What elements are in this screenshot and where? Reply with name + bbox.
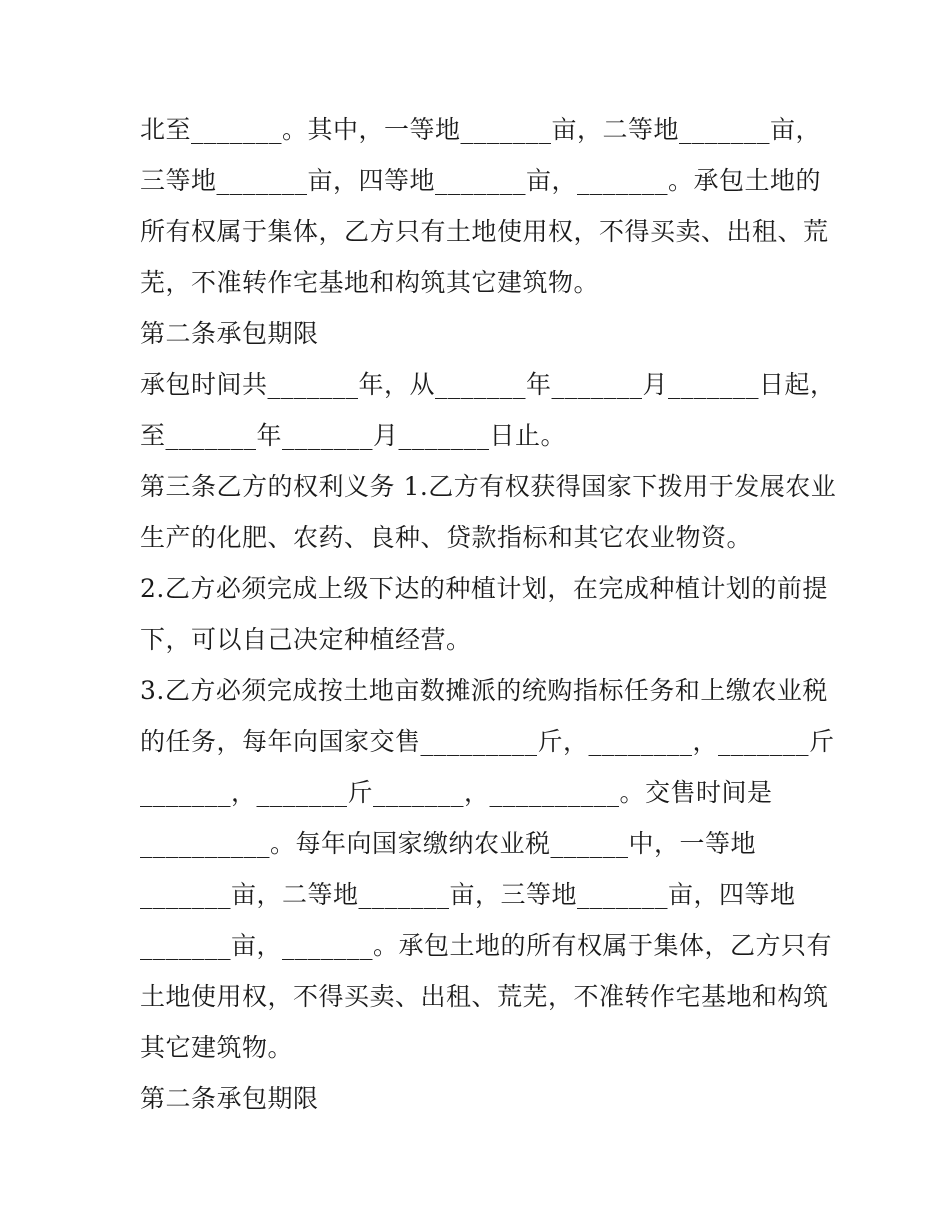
text-line-item-2-cont: 下，可以自己决定种植经营。 <box>140 625 472 654</box>
text-line-item-3-sale: 的任务，每年向国家交售_________斤，________，_______斤 <box>140 727 835 756</box>
text-line-boundaries: 北至_______。其中，一等地_______亩，二等地_______亩， <box>140 115 822 144</box>
text-line-item-3-ownership-cont: 土地使用权，不得买卖、出租、荒芜，不准转作宅基地和构筑 <box>140 982 829 1011</box>
text-line-term-end: 至_______年_______月_______日止。 <box>140 421 567 450</box>
text-line-item-3-ownership: _______亩，_______。承包土地的所有权属于集体，乙方只有 <box>140 931 833 960</box>
text-line-item-2: 2.乙方必须完成上级下达的种植计划，在完成种植计划的前提 <box>140 574 828 603</box>
text-line-item-3-end: 其它建筑物。 <box>140 1033 294 1062</box>
section-heading-contract-term: 第二条承包期限 <box>140 319 319 348</box>
text-line-item-3: 3.乙方必须完成按土地亩数摊派的统购指标任务和上缴农业税 <box>140 676 828 705</box>
text-line-item-3-grades: _______亩，二等地_______亩，三等地_______亩，四等地 <box>140 880 796 909</box>
text-line-term-start: 承包时间共_______年，从_______年_______月_______日起， <box>140 370 836 399</box>
text-line-land-grades: 三等地_______亩，四等地_______亩，_______。承包土地的 <box>140 166 822 195</box>
text-line-rights-cont: 生产的化肥、农药、良种、贷款指标和其它农业物资。 <box>140 523 753 552</box>
text-line-ownership-cont: 芜，不准转作宅基地和构筑其它建筑物。 <box>140 268 600 297</box>
document-page <box>140 104 837 1124</box>
text-line-item-3-sale-cont: _______，_______斤_______，__________。交售时间是 <box>140 778 773 807</box>
text-line-item-3-tax: __________。每年向国家缴纳农业税______中，一等地 <box>140 829 757 858</box>
section-heading-contract-term-repeat: 第二条承包期限 <box>140 1084 319 1113</box>
text-line-ownership: 所有权属于集体，乙方只有土地使用权，不得买卖、出租、荒 <box>140 217 829 246</box>
section-heading-rights-duties: 第三条乙方的权利义务 1.乙方有权获得国家下拨用于发展农业 <box>140 472 837 501</box>
